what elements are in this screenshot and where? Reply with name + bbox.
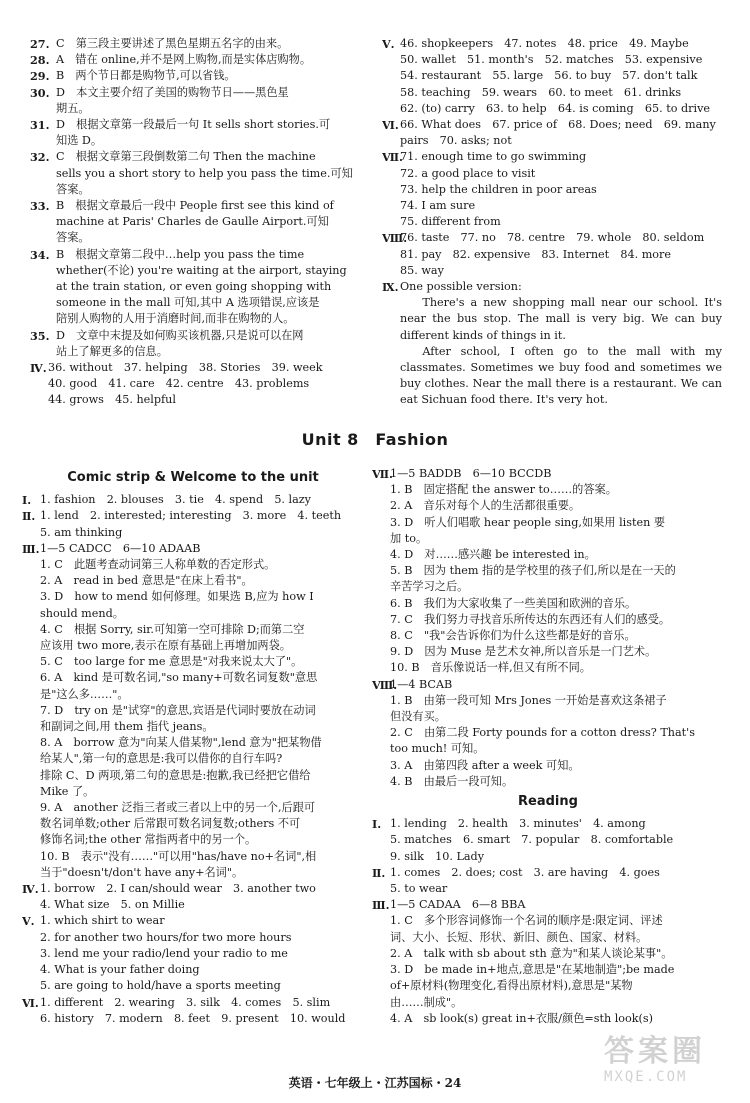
- answer-item-line: B 根据文章第二段中…help you pass the time: [56, 247, 305, 261]
- answer-section: [22, 995, 364, 1027]
- answer-section-line: 81. pay 82. expensive 83. Internet 84. more: [400, 247, 672, 261]
- answer-section: [22, 541, 364, 881]
- answer-section-line: 9. silk 10. Lady: [390, 849, 485, 863]
- answer-section-line: 50. wallet 51. month's 52. matches 53. expensive: [400, 53, 703, 67]
- answer-item-number: 29.: [30, 69, 50, 84]
- answer-section-line: 58. teaching 59. wears 60. to meet 61. drinks: [400, 85, 682, 99]
- answer-section-line: 4. D 对……感兴趣 be interested in。: [390, 548, 596, 562]
- answer-section-number: Ⅵ.: [22, 995, 39, 1010]
- page-footer: 英语・七年级上・江苏国标・24: [288, 1076, 462, 1090]
- answer-item: [30, 52, 366, 68]
- answer-section-line: 75. different from: [400, 215, 501, 229]
- answer-section-line: should mend。: [40, 606, 124, 620]
- answer-item-line: at the train station, or even going shopping with: [56, 280, 332, 294]
- answer-item-number: 27.: [30, 37, 50, 51]
- section-heading: Reading: [518, 794, 578, 810]
- answer-section-line: 71. enough time to go swimming: [400, 150, 587, 164]
- answer-section-line: 2. A talk with sb about sth 意为"和某人谈论某事"。: [390, 946, 673, 960]
- answer-section-line: 4. What is your father doing: [40, 963, 200, 977]
- answer-section-line: 由……制成"。: [390, 995, 463, 1009]
- answer-section-line: 辛苦学习之后。: [390, 580, 469, 594]
- section-heading: Comic strip & Welcome to the unit: [67, 470, 319, 485]
- answer-section-line: 1—5 BADDB 6—10 BCCDB: [390, 467, 552, 480]
- watermark-url: MXQE.COM: [604, 1069, 688, 1085]
- answer-section-line: 9. D 因为 Muse 是艺术女神,所以音乐是一门艺术。: [390, 645, 657, 659]
- answer-section: [382, 117, 722, 149]
- answer-section-line: 2. A 音乐对每个人的生活都很重要。: [390, 499, 581, 513]
- answer-item-number: 30.: [30, 85, 50, 100]
- answer-section-number: Ⅲ.: [22, 541, 40, 556]
- answer-section-line: 3. A 由第四段 after a week 可知。: [390, 758, 580, 772]
- answer-section-line: 4. What size 5. on Millie: [40, 898, 185, 912]
- answer-section: [372, 466, 724, 677]
- watermark-text: 答案圈: [604, 1034, 706, 1069]
- answer-item-line: D 根据文章第一段最后一句 It sells short stories.可: [56, 118, 331, 132]
- answer-section-line: pairs 70. asks; not: [400, 134, 512, 148]
- answer-section-line: 1. fashion 2. blouses 3. tie 4. spend 5. lazy: [40, 493, 312, 507]
- answer-section-line: 4. A sb look(s) great in+衣服/颜色=sth look(s): [390, 1011, 654, 1025]
- answer-section-number: Ⅳ.: [22, 882, 39, 897]
- answer-section-line: 5. are going to hold/have a sports meeting: [40, 979, 281, 993]
- left-top-column: [30, 36, 366, 409]
- answer-item: [30, 117, 366, 149]
- answer-item-number: 35.: [30, 328, 50, 343]
- answer-section-line: 1. lend 2. interested; interesting 3. more 4. teeth: [40, 509, 342, 523]
- answer-section-line: 加 to。: [390, 531, 428, 545]
- answer-section-line: 10. B 表示"没有……"可以用"has/have no+名词",相: [40, 849, 317, 863]
- answer-section: [30, 360, 366, 409]
- answer-item-line: A 错在 online,并不是网上购物,而是实体店购物。: [56, 53, 312, 67]
- answer-item-line: B 根据文章最后一段中 People first see this kind of: [56, 199, 334, 213]
- answer-section-line: 8. A borrow 意为"向某人借某物",lend 意为"把某物借: [40, 736, 322, 750]
- answer-section-line: 1. B 由第一段可知 Mrs Jones 一开始是喜欢这条裙子: [390, 693, 667, 707]
- answer-item-line: 答案。: [56, 182, 90, 196]
- answer-section-line: 5. matches 6. smart 7. popular 8. comfortable: [390, 833, 674, 847]
- answer-section: [382, 149, 722, 230]
- answer-section: [382, 230, 722, 279]
- answer-section: [22, 508, 364, 540]
- answer-section-line: 当于"doesn't/don't have any+名词"。: [40, 865, 244, 879]
- section-number: Ⅸ.: [382, 280, 399, 295]
- answer-section: [372, 897, 724, 1027]
- answer-section-line: 85. way: [400, 263, 444, 277]
- answer-section-line: 1. C 此题考查动词第三人称单数的否定形式。: [40, 558, 276, 572]
- answer-section-line: 54. restaurant 55. large 56. to buy 57. don't talk: [400, 69, 698, 83]
- answer-section-line: 1. comes 2. does; cost 3. are having 4. goes: [390, 865, 660, 879]
- answer-item: [30, 149, 366, 198]
- answer-section-line: 和副词之间,用 them 指代 jeans。: [40, 720, 214, 734]
- answer-section-line: 5. B 因为 them 指的是学校里的孩子们,所以是在一天的: [390, 564, 676, 578]
- answer-section-number: Ⅶ.: [372, 467, 393, 481]
- answer-item: [30, 328, 366, 360]
- answer-section-line: 2. for another two hours/for two more hours: [40, 930, 292, 944]
- essay-paragraph: There's a new shopping mall near our school. It's near the bus stop. The mall is very big. We can buy different kinds of things in it.: [400, 296, 722, 342]
- answer-section-line: 1—5 CADAA 6—8 BBA: [390, 898, 526, 912]
- answer-section-line: 46. shopkeepers 47. notes 48. price 49. Maybe: [400, 37, 689, 50]
- answer-section-line: too much! 可知。: [390, 742, 485, 756]
- answer-section-line: 3. D 听人们唱歌 hear people sing,如果用 listen 要: [390, 515, 666, 529]
- answer-section-line: 1—5 CADCC 6—10 ADAAB: [40, 541, 201, 555]
- answer-section-line: 7. D try on 是"试穿"的意思,宾语是代词时要放在动词: [40, 703, 316, 717]
- answer-section-line: 1. B 固定搭配 the answer to……的答案。: [390, 483, 617, 497]
- answer-item-line: D 本文主要介绍了美国的购物节日——黑色星: [56, 85, 289, 99]
- answer-section-line: 1—4 BCAB: [390, 677, 453, 691]
- answer-section-line: 词、大小、长短、形状、新旧、颜色、国家、材料。: [390, 930, 648, 944]
- answer-section-line: 应该用 two more,表示在原有基础上再增加两袋。: [40, 639, 291, 653]
- answer-section-line: 但没有买。: [390, 710, 446, 724]
- answer-item-line: 陪别人购物的人用于消磨时间,而非在购物的人。: [56, 312, 295, 326]
- essay-paragraph: After school, I often go to the mall with my classmates. Sometimes we buy food and sometimes we buy clothes. Near the mall there is a restaurant. We can eat Sichuan food there. It's very hot.: [400, 344, 722, 407]
- answer-section-line: 9. A another 泛指三者或三者以上中的另一个,后跟可: [40, 801, 316, 815]
- answer-section-line: 是"这么多……"。: [40, 687, 129, 701]
- answer-item-line: C 根据文章第三段倒数第二句 Then the machine: [56, 150, 316, 164]
- answer-item-line: B 两个节日都是购物节,可以省钱。: [56, 69, 236, 83]
- right-top-column: [382, 36, 722, 409]
- answer-item-number: 28.: [30, 53, 50, 68]
- answer-section-line: 6. history 7. modern 8. feet 9. present 10. would: [40, 1011, 346, 1025]
- answer-item-number: 34.: [30, 247, 50, 262]
- answer-item-line: whether(不论) you're waiting at the airport, staying: [56, 263, 347, 277]
- answer-section-number: Ⅱ.: [22, 509, 36, 524]
- answer-section-line: 5. C too large for me 意思是"对我来说太大了"。: [40, 655, 303, 669]
- answer-section-number: Ⅵ.: [382, 118, 399, 133]
- answer-section: [22, 913, 364, 994]
- answer-section-line: 1. borrow 2. I can/should wear 3. another two: [40, 882, 316, 896]
- answer-section-line: 5. to wear: [390, 882, 448, 896]
- answer-section-number: Ⅶ.: [382, 150, 403, 165]
- answer-item: [30, 68, 366, 84]
- essay-label: One possible version:: [400, 280, 522, 294]
- answer-item-line: D 文章中末提及如何购买该机器,只是说可以在网: [56, 328, 304, 342]
- answer-section-line: 3. D be made in+地点,意思是"在某地制造";be made: [390, 963, 675, 977]
- answer-section-line: 3. lend me your radio/lend your radio to me: [40, 946, 288, 960]
- answer-item-line: machine at Paris' Charles de Gaulle Airport.可知: [56, 215, 329, 229]
- watermark-logo: [604, 1035, 740, 1097]
- answer-item-line: 站上了解更多的信息。: [56, 344, 168, 358]
- right-bottom-column: [372, 466, 724, 1027]
- answer-section-line: 62. (to) carry 63. to help 64. is coming 65. to drive: [400, 101, 711, 115]
- answer-section-number: Ⅲ.: [372, 898, 390, 913]
- answer-item-line: 答案。: [56, 231, 90, 245]
- answer-section-line: 10. B 音乐像说话一样,但又有所不同。: [390, 661, 591, 675]
- answer-section-line: 1. lending 2. health 3. minutes' 4. among: [390, 817, 646, 831]
- answer-section-line: 6. A kind 是可数名词,"so many+可数名词复数"意思: [40, 671, 318, 685]
- answer-item: [30, 36, 366, 52]
- answer-item-line: someone in the mall 可知,其中 A 选项错误,应该是: [56, 296, 320, 310]
- answer-section-number: Ⅰ.: [372, 817, 382, 832]
- essay-section: [382, 279, 722, 409]
- unit-title: Unit 8 Fashion: [301, 430, 449, 449]
- answer-section: [372, 865, 724, 897]
- section-number: Ⅳ.: [30, 361, 47, 376]
- answer-section-line: 4. C 根据 Sorry, sir.可知第一空可排除 D;而第二空: [40, 622, 305, 636]
- answer-section-line: 74. I am sure: [400, 199, 476, 213]
- answer-item-line: C 第三段主要讲述了黑色星期五名字的由来。: [56, 37, 289, 50]
- answer-section-line: 3. D how to mend 如何修理。如果选 B,应为 how I: [40, 590, 314, 604]
- answer-section-line: 5. am thinking: [40, 525, 123, 539]
- answer-item-number: 32.: [30, 150, 50, 165]
- answer-section-line: 8. C "我"会告诉你们为什么这些都是好的音乐。: [390, 629, 636, 643]
- answer-item: [30, 247, 366, 328]
- answer-section-line: 4. B 由最后一段可知。: [390, 774, 514, 788]
- answer-section-line: 76. taste 77. no 78. centre 79. whole 80. seldom: [400, 231, 705, 245]
- answer-section-line: 数名词单数;other 后常跟可数名词复数;others 不可: [40, 817, 301, 831]
- answer-section-line: 66. What does 67. price of 68. Does; need 69. many: [400, 118, 716, 132]
- answer-section: [382, 36, 722, 117]
- answer-section-number: Ⅷ.: [372, 677, 398, 692]
- answer-section-line: 排除 C、D 两项,第二句的意思是:抱歉,我已经把它借给: [40, 768, 311, 782]
- section-line: 44. grows 45. helpful: [48, 393, 176, 407]
- answer-section-number: Ⅴ.: [382, 37, 395, 51]
- answer-item: [30, 198, 366, 247]
- answer-section-line: 6. B 我们为大家收集了一些美国和欧洲的音乐。: [390, 596, 637, 610]
- answer-section-number: Ⅱ.: [372, 865, 386, 880]
- answer-section-line: of+原材料(物理变化,看得出原材料),意思是"某物: [390, 979, 633, 993]
- answer-section-line: Mike 了。: [40, 784, 95, 798]
- answer-section: [372, 677, 724, 790]
- answer-section-line: 1. which shirt to wear: [40, 914, 165, 928]
- answer-item-line: 期五。: [56, 101, 90, 115]
- answer-item-number: 31.: [30, 118, 50, 133]
- answer-section-number: Ⅷ.: [382, 231, 408, 246]
- section-line: 36. without 37. helping 38. Stories 39. week: [48, 361, 323, 375]
- answer-item: [30, 85, 366, 117]
- answer-item-line: sells you a short story to help you pass the time.可知: [56, 166, 353, 180]
- answer-section-line: 73. help the children in poor areas: [400, 182, 597, 196]
- answer-section: [22, 492, 364, 508]
- answer-section-line: 2. C 由第二段 Forty pounds for a cotton dress? That's: [390, 726, 695, 740]
- answer-section-line: 修饰名词;the other 常指两者中的另一个。: [40, 833, 257, 847]
- answer-section-number: Ⅰ.: [22, 493, 32, 508]
- answer-section-line: 给某人",第一句的意思是:我可以借你的自行车吗?: [40, 752, 283, 766]
- answer-section: [372, 816, 724, 865]
- answer-item-number: 33.: [30, 199, 50, 214]
- left-bottom-column: [22, 466, 364, 1027]
- answer-section: [22, 881, 364, 913]
- answer-section-number: Ⅴ.: [22, 914, 35, 929]
- answer-section-line: 7. C 我们努力寻找音乐所传达的东西还有人们的感受。: [390, 612, 671, 626]
- answer-section-line: 1. different 2. wearing 3. silk 4. comes 5. slim: [40, 995, 331, 1009]
- answer-item-line: 知选 D。: [56, 134, 103, 148]
- answer-section-line: 72. a good place to visit: [400, 166, 536, 180]
- answer-section-line: 1. C 多个形容词修饰一个名词的顺序是:限定词、评述: [390, 914, 663, 928]
- answer-section-line: 2. A read in bed 意思是"在床上看书"。: [40, 574, 253, 588]
- section-line: 40. good 41. care 42. centre 43. problems: [48, 377, 310, 391]
